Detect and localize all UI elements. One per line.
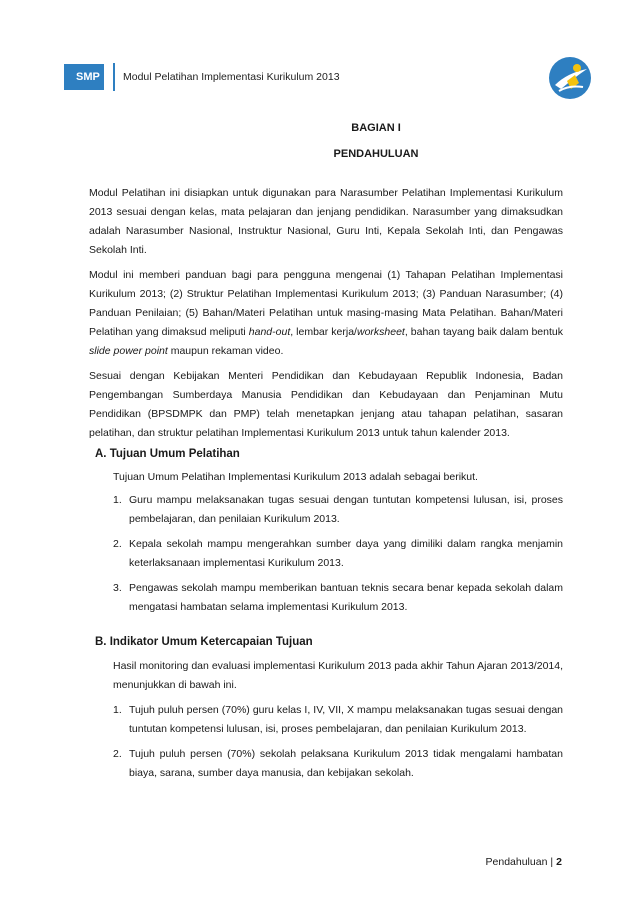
list-item-number: 2. — [113, 748, 122, 760]
p2-worksheet: worksheet — [356, 326, 405, 338]
list-item — [113, 745, 563, 783]
list-item-number: 1. — [113, 704, 122, 716]
level-badge: SMP — [64, 64, 104, 90]
footer-separator: | — [550, 856, 554, 868]
list-item-text: Guru mampu melaksanakan tugas sesuai dengan tuntutan kompetensi lulusan, isi, proses pembelajaran, dan penilaian Kurikulum 2013. — [129, 494, 563, 525]
list-item — [113, 491, 563, 529]
intro-paragraph-1: Modul Pelatihan ini disiapkan untuk digunakan para Narasumber Pelatihan Implementasi Kurikulum 2013 sesuai dengan kelas, mata pelajaran dan jenjang pendidikan. Narasumber yang dimaksudkan adalah Narasumber Nasional, Instruktur Nasional, Guru Inti, Kepala Sekolah Inti, dan Pengawas Sekolah Inti. — [89, 187, 563, 256]
section-a-body — [113, 468, 563, 623]
kemdikbud-logo-icon — [547, 55, 593, 101]
page-number: 2 — [556, 856, 562, 868]
section-a-list — [113, 491, 563, 617]
list-item-text: Tujuh puluh persen (70%) guru kelas I, IV, VII, X mampu melaksanakan tugas sesuai dengan tuntutan kompetensi lulusan, isi, proses pembelajaran, dan penilaian Kurikulum 2013. — [129, 704, 563, 735]
part-heading: BAGIAN I — [351, 122, 401, 134]
section-a-title: A. Tujuan Umum Pelatihan — [95, 448, 240, 460]
footer-label: Pendahuluan — [485, 856, 548, 868]
p2-text-b: , lembar kerja/ — [290, 326, 357, 338]
p2-handout: hand-out — [248, 326, 291, 338]
p2-slide-power-point: slide power point — [89, 345, 168, 357]
running-header — [64, 64, 340, 90]
chapter-heading: PENDAHULUAN — [333, 148, 419, 160]
section-b-list — [113, 701, 563, 783]
section-a-intro: Tujuan Umum Pelatihan Implementasi Kurikulum 2013 adalah sebagai berikut. — [113, 471, 478, 483]
header-title: Modul Pelatihan Implementasi Kurikulum 2013 — [123, 71, 340, 83]
p2-text-c: , bahan tayang baik dalam bentuk — [404, 326, 563, 338]
list-item-number: 3. — [113, 582, 122, 594]
intro-paragraph-3: Sesuai dengan Kebijakan Menteri Pendidikan dan Kebudayaan Republik Indonesia, Badan Pengembangan Sumberdaya Manusia Pendidikan dan Kebudayaan dan Penjaminan Mutu Pendidikan (BPSDMPK dan PMP) telah menetapkan jenjang atau tahapan pelatihan, sasaran pelatihan, dan struktur pelatihan Implementasi Kurikulum 2013 untuk tahun kalender 2013. — [89, 370, 563, 439]
section-b-intro: Hasil monitoring dan evaluasi implementasi Kurikulum 2013 pada akhir Tahun Ajaran 2013/2014, menunjukkan di bawah ini. — [113, 660, 563, 691]
list-item — [113, 701, 563, 739]
list-item-number: 2. — [113, 538, 122, 550]
p2-text-d: maupun rekaman video. — [167, 345, 284, 357]
list-item-text: Pengawas sekolah mampu memberikan bantuan teknis secara benar kepada sekolah dalam mengatasi hambatan selama implementasi Kurikulum 2013. — [129, 582, 563, 613]
intro-paragraph-2 — [89, 266, 563, 361]
section-b-body — [113, 657, 563, 789]
list-item-text: Kepala sekolah mampu mengerahkan sumber daya yang dimiliki dalam rangka menjamin keterlaksanaan implementasi Kurikulum 2013. — [129, 538, 563, 569]
header-divider — [113, 63, 115, 91]
list-item — [113, 535, 563, 573]
p2-text-a: Modul ini memberi panduan bagi para pengguna mengenai (1) Tahapan Pelatihan Implementasi Kurikulum 2013; (2) Struktur Pelatihan Implementasi Kurikulum 2013; (3) Panduan Narasumber; (4) Panduan Penilaian; (5) Bahan/Materi Pelatihan untuk masing-masing Mata Pelatihan. Bahan/Materi Pelatihan yang dimaksud meliputi — [89, 269, 563, 338]
list-item — [113, 579, 563, 617]
list-item-number: 1. — [113, 494, 122, 506]
section-b-title: B. Indikator Umum Ketercapaian Tujuan — [95, 636, 313, 648]
intro-section — [89, 184, 563, 443]
list-item-text: Tujuh puluh persen (70%) sekolah pelaksana Kurikulum 2013 tidak mengalami hambatan biaya, sarana, sumber daya manusia, dan kebijakan sekolah. — [129, 748, 563, 779]
page-footer — [486, 856, 562, 868]
